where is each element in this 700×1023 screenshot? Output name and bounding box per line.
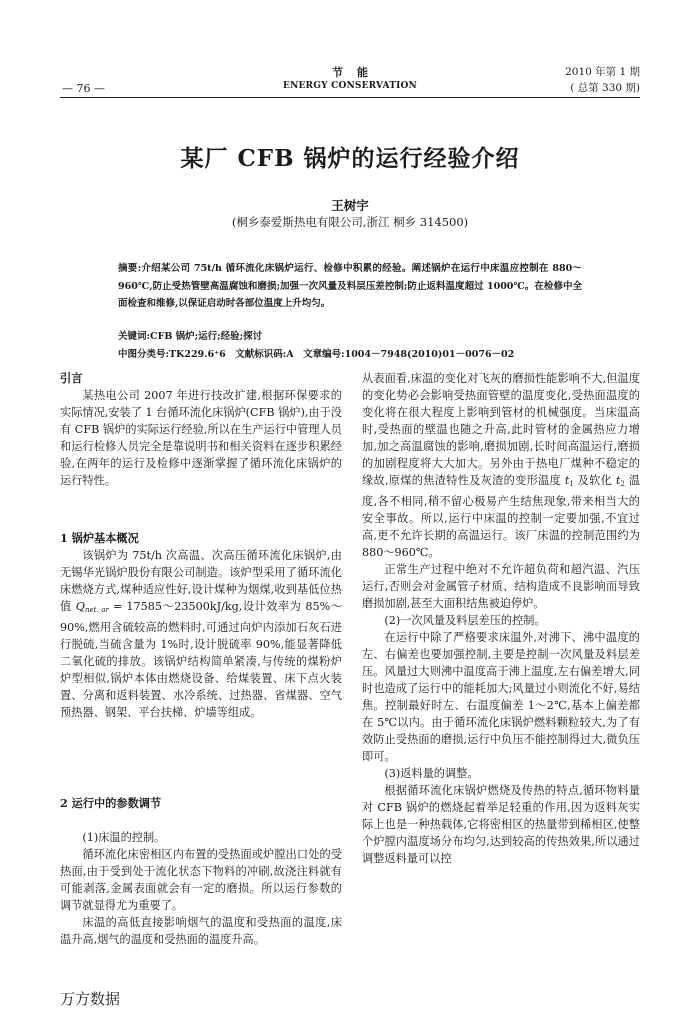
t2-symbol: t <box>615 474 621 487</box>
q-symbol: Q <box>75 600 85 613</box>
header-rule <box>60 97 640 98</box>
right-column <box>362 370 640 867</box>
journal-name-en: ENERGY CONSERVATION <box>283 81 417 91</box>
paragraph-bed-temp-2: 床温的高低直接影响烟气的温度和受热面的温度,床温升高,烟气的温度和受热面的温度升高。 <box>60 916 342 946</box>
t1-symbol: t <box>564 474 570 487</box>
left-column-section-1 <box>60 530 342 721</box>
subheading-return-material: (3)返料量的调整。 <box>384 767 479 780</box>
q-subscript: net. ar <box>84 606 109 614</box>
journal-header <box>250 64 450 91</box>
total-issue-number: ( 总第 330 期) <box>570 82 640 94</box>
article-author: 王树宇 <box>331 198 369 213</box>
journal-name-cn: 节能 <box>332 66 382 79</box>
section-heading-2: 2 运行中的参数调节 <box>60 796 162 810</box>
article-affiliation: (桐乡泰爱斯热电有限公司,浙江 桐乡 314500) <box>231 215 469 229</box>
subheading-bed-temp: (1)床温的控制。 <box>82 831 166 844</box>
left-column-section-2 <box>60 795 342 948</box>
issue-info <box>545 64 640 96</box>
issue-number: 2010 年第 1 期 <box>565 66 640 78</box>
paragraph-intro: 某热电公司 2007 年进行技改扩建,根据环保要求的实际情况,安装了 1 台循环流化床锅炉(CFB 锅炉),由于没有 CFB 锅炉的实际运行经验,所以在生产运行中管理人员和运行检修人员完全是靠说明书和相关资料在逐步积累经验,在两年的运行及检修中逐渐掌握了循环流化床锅炉的运行特性。 <box>60 389 342 487</box>
keywords: 关键词:CFB 锅炉;运行;经验;探讨 <box>118 331 263 342</box>
t2-subscript: 2 <box>620 480 625 488</box>
paragraph-bed-temp-cont: 从表面看,床温的变化对飞灰的磨损性能影响不大,但温度的变化势必会影响受热面管壁的温度变化,受热面温度的变化将在很大程度上影响到管材的机械强度。当床温高时,受热面的壁温也随之升高,此时管材的金属热应力增加,加之高温腐蚀的影响,磨损加剧,长时间高温运行,磨损的加剧程度将大大加大。另外由于热电厂煤种不稳定的缘故,原煤的焦渣特性及灰渣的变形温度 $t_1$ 及软化 $t_2$ 温度,各不相同,稍不留心极易产生结焦现象,带来相当大的安全事故。所以,运行中床温的控制一定要加强,不宜过高,更不允许长期的高温运行。该厂床温的控制范围约为 880～960℃。 <box>362 372 640 559</box>
paragraph-return-material: 根据循环流化床锅炉燃烧及传热的特点,循环物料量对 CFB 锅炉的燃烧起着举足轻重的作用,因为返料灰实际上也是一种热载体,它将密相区的热量带到稀相区,使整个炉膛内温度场分布均匀,达到较高的传热效果,所以通过调整返料量可以控 <box>362 784 640 865</box>
article-title: 某厂 CFB 锅炉的运行经验介绍 <box>180 145 520 172</box>
paragraph-air-pressure: 在运行中除了严格要求床温外,对沸下、沸中温度的左、右偏差也要加强控制,主要是控制一次风量及料层差压。风量过大则沸中温度高于沸上温度,左右偏差增大,同时也造成了运行中的能耗加大;风量过小则流化不好,易结焦。控制最好时左、右温度偏差 1～2℃,基本上偏差都在 5℃以内。由于循环流化床锅炉燃料颗粒较大,为了有效防止受热面的磨损,运行中负压不能控制得过大,微负压即可。 <box>362 631 640 763</box>
paragraph-overload-warning: 正常生产过程中绝对不允许超负荷和超汽温、汽压运行,否则会对金属管子材质、结构造成不良影响而导致磨损加剧,甚至大面积结焦被迫停炉。 <box>362 563 640 610</box>
paragraph-boiler-overview: 该锅炉为 75t/h 次高温、次高压循环流化床锅炉,由无锡华光锅炉股份有限公司制造。该炉型采用了循环流化床燃烧方式,煤种适应性好,设计煤种为烟煤,收到基低位热值 $Q_{net. ar}$ = 17585～23500kJ/kg,设计效率为 85%～90%,燃用含硫较高的燃料时,可通过向炉内添加石灰石进行脱硫,当硫含量为 1%时,设计脱硫率 90%,能显著降低二氧化硫的排放。该锅炉结构简单紧凑,与传统的煤粉炉炉型相似,锅炉本体由燃烧设备、给煤装置、床下点火装置、分离和返料装置、水冷系统、过热器、省煤器、空气预热器、钢架、平台扶梯、炉墙等组成。 <box>60 549 342 719</box>
footer-watermark: 万方数据 <box>60 990 121 1008</box>
subheading-air-pressure: (2)一次风量及料层差压的控制。 <box>384 614 546 627</box>
left-column <box>60 370 342 489</box>
paragraph-bed-temp-1: 循环流化床密相区内布置的受热面或炉膛出口处的受热面,由于受到处于流化状态下物料的冲刷,故浇注料就有可能剥落,金属表面就会有一定的磨损。所以运行参数的调节就显得尤为重要了。 <box>60 848 342 912</box>
section-heading-intro: 引言 <box>60 371 83 385</box>
page-number: — 76 — <box>62 82 105 95</box>
t1-subscript: 1 <box>569 480 574 488</box>
classification-line: 中图分类号:TK229.6⁺6 文献标识码:A 文章编号:1004－7948(2010)01－0076－02 <box>118 349 515 360</box>
section-heading-1: 1 锅炉基本概况 <box>60 531 139 545</box>
abstract: 摘要:介绍某公司 75t/h 循环流化床锅炉运行、检修中积累的经验。阐述锅炉在运行中床温应控制在 880～960℃,防止受热管壁高温腐蚀和磨损;加强一次风量及料层压差控制;防止返料温度超过 1000℃。在检修中全面检查和维修,以保证启动时各部位温度上升均匀。 <box>118 263 582 309</box>
